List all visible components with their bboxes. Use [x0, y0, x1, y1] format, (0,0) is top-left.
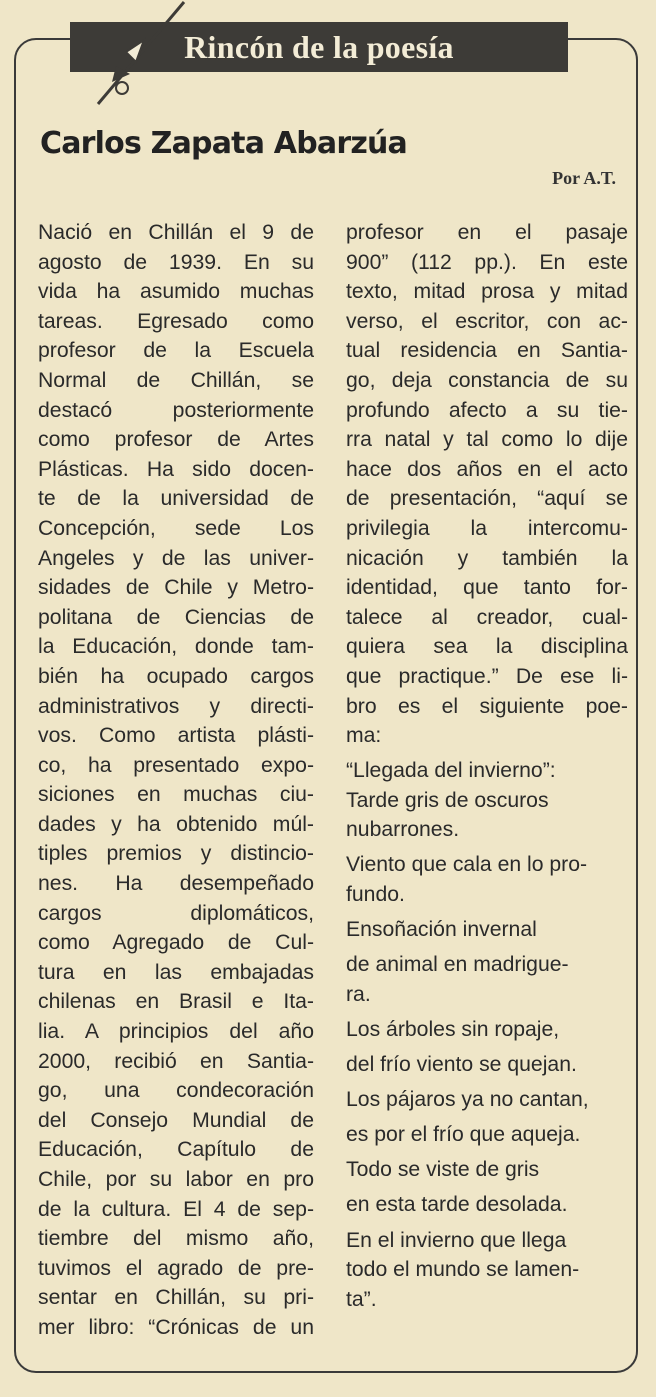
byline: Por A.T.	[552, 168, 616, 188]
text-line: de presentación, “aquí se	[346, 487, 628, 511]
text-line: Nació en Chillán el 9 de	[38, 221, 314, 244]
text-line: sentar en Chillán, su pri-	[38, 1286, 314, 1310]
text-line: Ensoñación invernal	[346, 918, 537, 942]
text-line: dades y ha obtenido múl-	[38, 812, 314, 836]
text-line: Los árboles sin ropaje,	[346, 1017, 560, 1041]
text-line: Tarde gris de oscuros	[346, 788, 549, 812]
text-line: vida ha asumido muchas	[38, 280, 314, 304]
text-line: como Agregado de Cul-	[38, 931, 314, 955]
right-column	[346, 218, 628, 1314]
text-line: tiembre del mismo año,	[38, 1227, 314, 1251]
text-line: profesor en el pasaje	[346, 221, 628, 244]
text-line: hace dos años en el acto	[346, 457, 628, 481]
text-line: Los pájaros ya no cantan,	[346, 1088, 589, 1112]
text-line: rra natal y tal como lo dije	[346, 428, 628, 452]
text-line: quiera sea la disciplina	[346, 635, 628, 659]
text-line: fundo.	[346, 883, 405, 907]
text-line: destacó posteriormente	[38, 398, 314, 422]
text-line: 900” (112 pp.). En este	[346, 250, 628, 274]
text-line: politana de Ciencias de	[38, 605, 314, 629]
section-title: Rincón de la poesía	[184, 28, 454, 65]
text-line: te de la universidad de	[38, 487, 314, 511]
text-line: bro es el siguiente poe-	[346, 694, 628, 718]
text-line: texto, mitad prosa y mitad	[346, 280, 628, 304]
text-line: de la cultura. El 4 de sep-	[38, 1197, 314, 1221]
quill-pen-icon	[86, 0, 196, 110]
text-line: ma:	[346, 724, 382, 748]
text-line: En el invierno que llega	[346, 1228, 567, 1252]
text-line: privilegia la intercomu-	[346, 516, 628, 540]
text-line: tiples premios y distincio-	[38, 842, 314, 866]
text-line: nes. Ha desempeñado	[38, 872, 314, 896]
text-line: Educación, Capítulo de	[38, 1138, 314, 1162]
text-line: verso, el escritor, con ac-	[346, 309, 628, 333]
text-line: en esta tarde desolada.	[346, 1193, 568, 1217]
text-line: siciones en muchas ciu-	[38, 783, 314, 807]
text-line: tuvimos el agrado de pre-	[38, 1256, 314, 1280]
text-line: de animal en madrigue-	[346, 953, 569, 977]
text-line: del Consejo Mundial de	[38, 1108, 314, 1132]
text-line: lia. A principios del año	[38, 1020, 314, 1044]
text-line: tual residencia en Santia-	[346, 339, 628, 363]
text-line: talece al creador, cual-	[346, 605, 628, 629]
text-line: ra.	[346, 982, 371, 1006]
text-line: nicación y también la	[346, 546, 628, 570]
text-line: mer libro: “Crónicas de un	[38, 1315, 314, 1339]
text-line: go, deja constancia de su	[346, 368, 628, 392]
text-line: administrativos y directi-	[38, 694, 314, 718]
text-line: bién ha ocupado cargos	[38, 664, 314, 688]
text-line: identidad, que tanto for-	[346, 576, 628, 600]
text-line: go, una condecoración	[38, 1079, 314, 1103]
article-headline: Carlos Zapata Abarzúa	[40, 126, 407, 161]
text-line: ta”.	[346, 1287, 377, 1311]
text-line: Todo se viste de gris	[346, 1158, 540, 1182]
text-line: Chile, por su labor en pro	[38, 1168, 314, 1191]
text-line: tareas. Egresado como	[38, 309, 314, 333]
text-line: la Educación, donde tam-	[38, 635, 314, 659]
text-line: Viento que cala en lo pro-	[346, 853, 588, 877]
text-line: que practique.” De ese li-	[346, 664, 628, 688]
text-line: como profesor de Artes	[38, 428, 314, 452]
text-line: Angeles y de las univer-	[38, 546, 314, 570]
text-line: “Llegada del invierno”:	[346, 759, 556, 783]
text-line: Concepción, sede Los	[38, 516, 314, 540]
text-line: 2000, recibió en Santia-	[38, 1049, 314, 1073]
text-line: del frío viento se quejan.	[346, 1053, 577, 1077]
left-column	[38, 218, 314, 1343]
text-line: profesor de la Escuela	[38, 339, 314, 363]
text-line: chilenas en Brasil e Ita-	[38, 990, 314, 1014]
text-line: profundo afecto a su tie-	[346, 398, 628, 422]
text-line: Normal de Chillán, se	[38, 368, 314, 392]
text-line: nubarrones.	[346, 818, 460, 842]
text-line: vos. Como artista plásti-	[38, 724, 314, 748]
text-line: todo el mundo se lamen-	[346, 1258, 580, 1282]
text-line: cargos diplomáticos,	[38, 901, 314, 925]
text-line: es por el frío que aqueja.	[346, 1123, 581, 1147]
text-line: sidades de Chile y Metro-	[38, 576, 314, 600]
text-line: agosto de 1939. En su	[38, 250, 314, 274]
text-line: tura en las embajadas	[38, 960, 314, 984]
text-line: co, ha presentado expo-	[38, 753, 314, 777]
text-line: Plásticas. Ha sido docen-	[38, 457, 314, 481]
